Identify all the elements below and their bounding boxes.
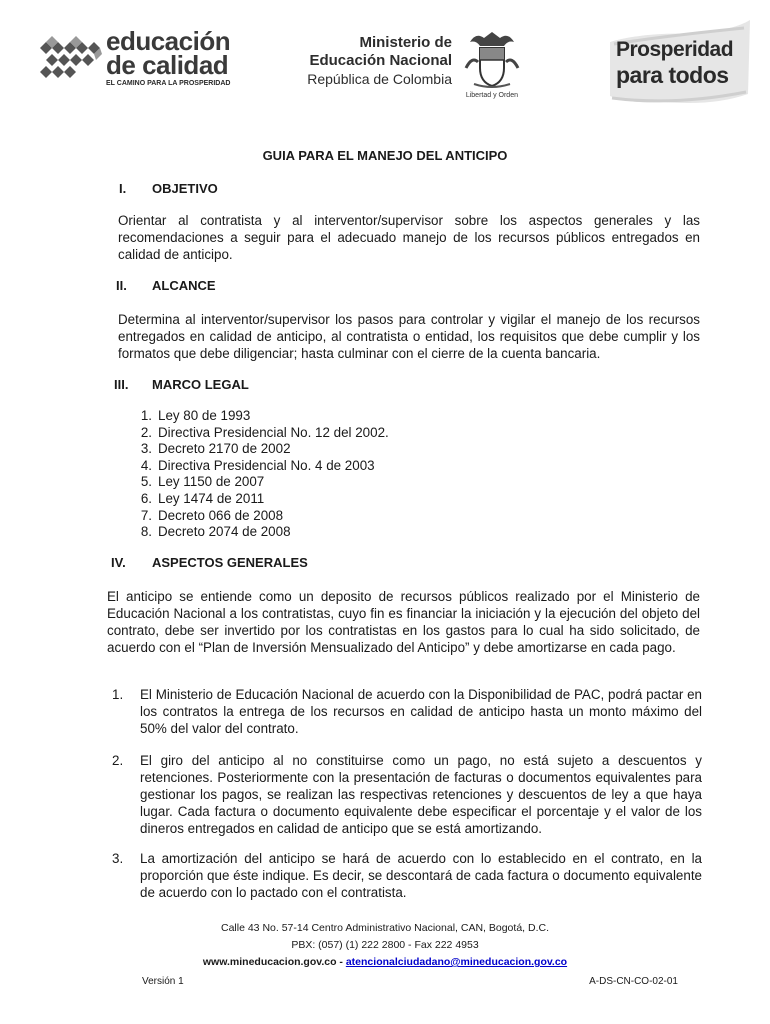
item-text: El giro del anticipo al no constituirse como un pago, no está sujeto a descuentos y retenciones. Posteriormente con la presentación de facturas o documentos equivalentes para gestionar los pagos, se realizan las respectivas retenciones y descuentos de ley a que haya lugar. Cada factura o documento equivalente debe especificar el porcentaje y el valor de los dineros entregados en calidad de anticipo que se está amortizando. [140,753,702,836]
section-1-number: I. [119,181,127,196]
list-item [112,752,702,837]
section-3-number: III. [114,377,129,392]
section-1-text: Orientar al contratista y al interventor/supervisor sobre los aspectos generales y las recomendaciones a seguir para el adecuado manejo de los recursos públicos entregados en calidad de anticipo. [118,213,700,262]
edu-logo-tagline: EL CAMINO PARA LA PROSPERIDAD [106,80,231,87]
list-item: 7. Decreto 066 de 2008 [140,507,284,523]
item-number: 1. [112,687,124,702]
footer-web-line [0,956,770,968]
prosperidad-line2: para todos [616,62,729,88]
section-2-text: Determina al interventor/supervisor los pasos para controlar y vigilar el manejo de los recursos entregados en calidad de anticipo, al contratista o entidad, los requisitos que debe cumplir y los formatos que debe diligenciar; hasta culminar con el cierre de la cuenta bancaria. [118,312,700,361]
ministry-line1: Ministerio de [359,34,452,51]
ministry-line3: República de Colombia [307,71,452,87]
educacion-de-calidad-logo [36,28,236,88]
footer-address: Calle 43 No. 57-14 Centro Administrativo Nacional, CAN, Bogotá, D.C. [221,922,549,934]
list-item: 6. Ley 1474 de 2011 [140,490,265,506]
list-item: 2. Directiva Presidencial No. 12 del 2002. [140,424,389,440]
ministry-motto: Libertad y Orden [465,92,518,99]
legal-framework-list [118,408,438,541]
section-1-title: OBJETIVO [152,181,218,196]
prosperidad-line1: Prosperidad [616,38,734,61]
document-version: Versión 1 [142,976,184,987]
list-item [112,686,702,737]
list-item: 5. Ley 1150 de 2007 [140,474,265,490]
cubes-logo-icon [36,32,102,82]
list-item: 3. Decreto 2170 de 2002 [140,441,291,457]
website-link[interactable]: www.mineducacion.gov.co [202,956,337,968]
list-item: 8. Decreto 2074 de 2008 [140,524,291,540]
edu-logo-line1: educación [106,26,231,56]
footer-separator: - [336,956,346,968]
prosperidad-para-todos-logo [604,14,754,110]
ministry-line2: Educación Nacional [309,52,452,69]
email-link[interactable]: atencionalciudadano@mineducacion.gov.co [345,956,568,968]
item-number: 3. [112,851,124,866]
item-number: 2. [112,753,124,768]
section-2-title: ALCANCE [152,278,216,293]
document-title: GUIA PARA EL MANEJO DEL ANTICIPO [262,148,508,163]
coat-of-arms-icon [462,28,522,92]
section-4-text: El anticipo se entiende como un deposito de recursos públicos realizado por el Ministerio de Educación Nacional a los contratistas, cuyo fin es financiar la iniciación y la ejecución del objeto del contrato, debe ser invertido por los contratistas en los gastos para lo cual ha sido solicitado, de acuerdo con el “Plan de Inversión Mensualizado del Anticipo” y debe amortizarse en cada pago. [107,589,700,655]
section-4-title: ASPECTOS GENERALES [152,555,308,570]
footer-phone: PBX: (057) (1) 222 2800 - Fax 222 4953 [291,939,479,951]
edu-logo-line2: de calidad [106,50,229,80]
ministerio-logo [307,28,526,99]
list-item [112,850,702,901]
list-item: 1. Ley 80 de 1993 [140,408,251,423]
section-3-title: MARCO LEGAL [152,377,249,392]
document-code: A-DS-CN-CO-02-01 [589,976,678,987]
section-2-number: II. [116,278,127,293]
item-text: El Ministerio de Educación Nacional de acuerdo con la Disponibilidad de PAC, podrá pactar en los contratos la entrega de los recursos en calidad de anticipo hasta un monto máximo del 50% del valor del contrato. [140,687,702,736]
item-text: La amortización del anticipo se hará de acuerdo con lo establecido en el contrato, en la proporción que éste indique. Es decir, se descontará de cada factura o documento equivalente de acuerdo con lo pactado con el contratista. [140,851,702,900]
section-4-number: IV. [111,555,126,570]
list-item: 4. Directiva Presidencial No. 4 de 2003 [140,457,375,473]
